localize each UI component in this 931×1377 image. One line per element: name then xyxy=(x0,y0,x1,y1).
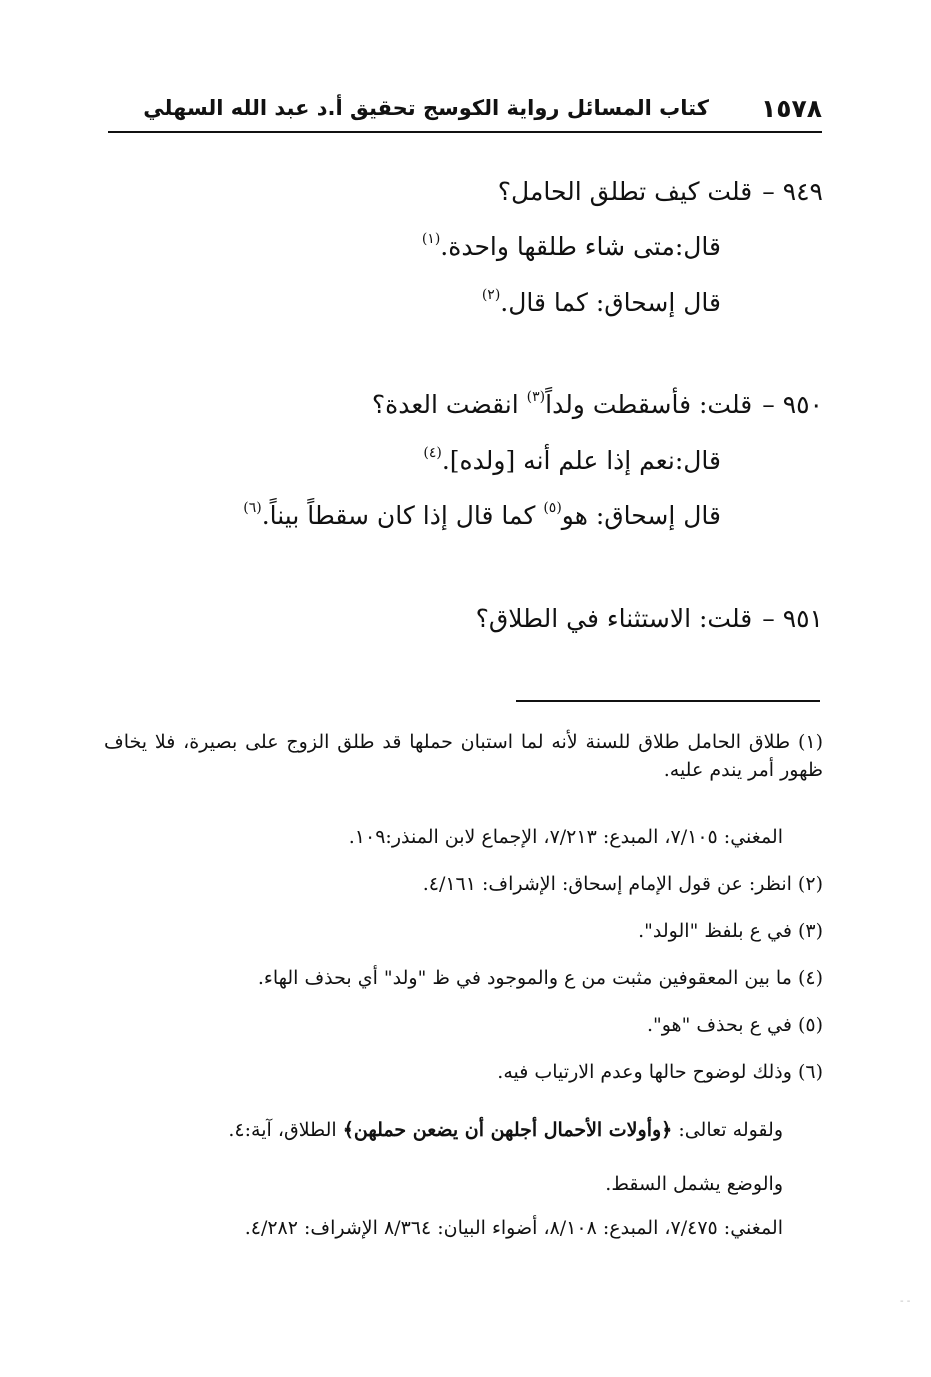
question-dash: – xyxy=(762,390,775,419)
footnote-ref: (٣) xyxy=(526,389,546,405)
quran-prefix: ولقوله تعالى: xyxy=(672,1119,783,1141)
question-number: ٩٥١ xyxy=(782,604,823,633)
footnote-4: (٤) ما بين المعقوفين مثبت من ع والموجود في ظ "ولد" أي بحذف الهاء. xyxy=(257,967,823,989)
question-text: قلت: فأسقطت ولداً xyxy=(545,390,753,419)
question-950 xyxy=(372,388,823,422)
question-949 xyxy=(498,175,823,209)
footnote-ref: (٢) xyxy=(481,287,501,303)
running-title: كتاب المسائل رواية الكوسج تحقيق أ.د عبد الله السهلي xyxy=(143,96,709,120)
footnote-1-source: المغني: ٧/١٠٥، المبدع: ٧/٢١٣، الإجماع لابن المنذر:١٠٩. xyxy=(348,826,783,848)
footnote-6-quran xyxy=(228,1116,783,1144)
question-text: قلت كيف تطلق الحامل؟ xyxy=(497,177,753,206)
answer-950-2 xyxy=(243,499,721,533)
question-number: ٩٥٠ xyxy=(782,390,823,419)
quran-suffix: الطلاق، آية:٤. xyxy=(228,1119,343,1141)
footnote-2: (٢) انظر: عن قول الإمام إسحاق: الإشراف: ٤/١٦١. xyxy=(422,873,823,895)
answer-949-1 xyxy=(422,230,721,264)
question-text-cont: انقضت العدة؟ xyxy=(371,390,527,419)
answer-text-cont: كما قال إذا كان سقطاً بيناً. xyxy=(261,501,544,530)
quran-verse: ﴿وأولات الأحمال أجلهن أن يضعن حملهن﴾ xyxy=(342,1119,673,1141)
header-rule xyxy=(108,131,822,133)
scan-mark: - - xyxy=(900,1296,911,1307)
answer-text: قال إسحاق: هو xyxy=(561,501,721,530)
answer-text: قال إسحاق: كما قال. xyxy=(500,288,721,317)
footnote-ref: (٥) xyxy=(543,500,562,516)
footnote-ref: (٤) xyxy=(423,445,442,461)
footnote-separator xyxy=(516,700,820,702)
question-951 xyxy=(476,602,823,636)
footnote-5: (٥) في ع بحذف "هو". xyxy=(646,1014,823,1036)
footnote-1: (١) طلاق الحامل طلاق للسنة لأنه لما استبان حملها قد طلق الزوج على بصيرة، فلا يخاف ظهور أمر يندم عليه. xyxy=(104,731,823,781)
answer-950-1 xyxy=(423,444,721,478)
page-number: ١٥٧٨ xyxy=(760,93,822,123)
answer-text: قال:متى شاء طلقها واحدة. xyxy=(440,232,721,261)
question-dash: – xyxy=(762,177,775,206)
question-number: ٩٤٩ xyxy=(782,177,823,206)
footnote-6-source: المغني: ٧/٤٧٥، المبدع: ٨/١٠٨، أضواء البيان: ٨/٣٦٤ الإشراف: ٤/٢٨٢. xyxy=(244,1217,783,1239)
question-dash: – xyxy=(762,604,775,633)
footnote-6-line2: والوضع يشمل السقط. xyxy=(605,1173,783,1195)
footnote-3: (٣) في ع بلفظ "الولد". xyxy=(638,920,823,942)
footnote-ref: (٦) xyxy=(243,500,262,516)
answer-text: قال:نعم إذا علم أنه [ولده]. xyxy=(441,446,721,475)
page-header xyxy=(108,90,822,126)
answer-949-2 xyxy=(482,286,721,320)
question-text: قلت: الاستثناء في الطلاق؟ xyxy=(475,604,753,633)
footnote-ref: (١) xyxy=(421,231,441,247)
footnote-6: (٦) وذلك لوضوح حالها وعدم الارتياب فيه. xyxy=(497,1061,823,1083)
